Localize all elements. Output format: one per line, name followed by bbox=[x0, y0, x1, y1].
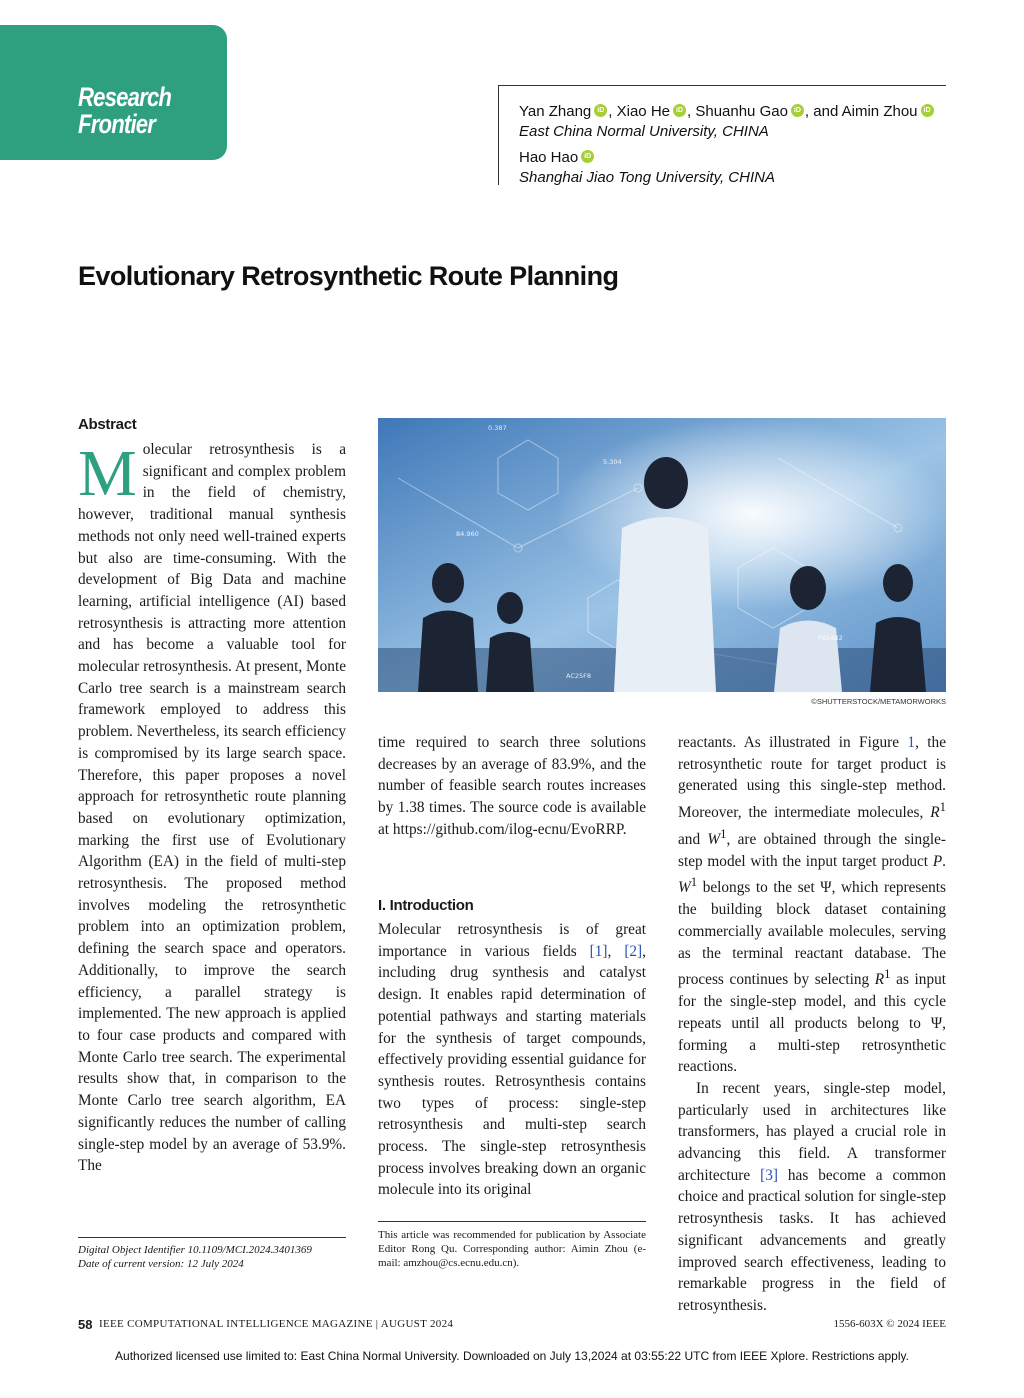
introduction-paragraph-2: reactants. As illustrated in Figure 1, the retrosynthetic route for target product is generated using this single-step method. Moreover, the intermediate molecules, $R^1$ and $W^1$, are obtained through the single-step model with the input target product P. $W^1$ belongs to the set Ψ, which represents the building block dataset containing commercially available molecules, serving as the terminal reactant database. The process continues by selecting $R^1$ as input for the single-step model, and this cycle repeats until all products belong to Ψ, forming a multi-step retrosynthetic reactions. bbox=[678, 734, 946, 1076]
abstract-text: olecular retrosynthesis is a significant and complex problem in the field of chemistry, however, traditional manual synthesis methods not only need well-trained experts but also are time-consuming. With the development of Big Data and machine learning, artificial intelligence (AI) based retrosynthesis is attracting more attention and has become a valuable tool for molecular retrosynthesis. At present, Monte Carlo tree search is a mainstream search framework employed to address this problem. Nevertheless, its search efficiency is compromised by its large search space. Therefore, this paper proposes a novel approach for retrosynthetic route planning based on evolutionary optimization, marking the first use of Evolutionary Algorithm (EA) in the field of multi-step retrosynthesis. The proposed method involves modeling the retrosynthetic problem into an optimization problem, defining the search space and operators. Additionally, to improve the search efficiency, a parallel strategy is implemented. The new approach is applied to four case products and compared with Monte Carlo tree search. The experimental results show that, in comparison to the Monte Carlo tree search algorithm, EA significantly reduces the number of calling single-step model by an average of 53.9%. The bbox=[78, 441, 346, 1175]
orcid-icon[interactable]: iD bbox=[673, 104, 686, 117]
page-number: 58 bbox=[78, 1317, 93, 1332]
citation-link[interactable]: [1] bbox=[589, 942, 608, 960]
license-notice: Authorized licensed use limited to: East China Normal University. Downloaded on July 13,2024 at 03:55:22 UTC from IEEE Xplore. Restrictions apply. bbox=[115, 1349, 909, 1363]
recommendation-footnote: This article was recommended for publication by Associate Editor Rong Qu. Corresponding author: Aimin Zhou (e-mail: amzhou@cs.ecnu.edu.cn). bbox=[378, 1229, 646, 1269]
introduction-paragraph-3: In recent years, single-step model, particularly used in architectures like transformers, has played a crucial role in advancing this field. A transformer architecture [3] has become a common choice and practical solution for single-step retrosynthesis tasks. It has achieved significant advancements and greatly improved search effectiveness, leading to remarkable progress in the field of retrosynthesis. bbox=[678, 1079, 946, 1314]
article-title: Evolutionary Retrosynthetic Route Planning bbox=[78, 261, 619, 291]
orcid-icon[interactable]: iD bbox=[581, 150, 594, 163]
abstract-heading: Abstract bbox=[78, 416, 137, 433]
author-name: Hao Hao bbox=[519, 149, 579, 166]
issn-copyright: 1556-603X © 2024 IEEE bbox=[833, 1318, 946, 1330]
badge-line-1: Research bbox=[78, 82, 172, 112]
author-line-2 bbox=[519, 148, 959, 168]
introduction-paragraph-1: Molecular retrosynthesis is of great importance in various fields [1], [2], including drug synthesis and catalyst design. It enables rapid determination of potential pathways and starting materials for the synthesis of target compounds, effectively providing essential guidance for synthesis routes. Retrosynthesis contains two types of process: single-step retrosynthesis and multi-step search process. The single-step retrosynthesis process involves breaking down an organic molecule into its original bbox=[378, 921, 646, 1199]
author-name: Yan Zhang bbox=[519, 103, 592, 120]
footnote-rule bbox=[378, 1221, 646, 1222]
footnote-rule bbox=[78, 1237, 346, 1238]
hero-label: AC25F8 bbox=[566, 672, 592, 680]
section-badge-label bbox=[78, 84, 171, 138]
section-heading-introduction: I. Introduction bbox=[378, 897, 474, 914]
affiliation-1: East China Normal University, CHINA bbox=[519, 123, 769, 140]
figure-link[interactable]: 1 bbox=[907, 734, 916, 751]
author-name: Xiao He bbox=[616, 103, 670, 120]
badge-line-2: Frontier bbox=[78, 109, 156, 139]
author-block bbox=[519, 102, 959, 188]
affiliation-2: Shanghai Jiao Tong University, CHINA bbox=[519, 169, 775, 186]
hero-label: 84.960 bbox=[456, 530, 479, 538]
doi: Digital Object Identifier 10.1109/MCI.2024.3401369 bbox=[78, 1244, 312, 1256]
hero-label: 5.304 bbox=[603, 458, 622, 466]
citation-link[interactable]: [3] bbox=[760, 1166, 778, 1184]
hero-illustration bbox=[378, 418, 946, 692]
citation-link[interactable]: [2] bbox=[624, 942, 643, 960]
orcid-icon[interactable]: iD bbox=[791, 104, 804, 117]
hero-label: 0.387 bbox=[488, 424, 507, 432]
abstract-body bbox=[78, 439, 346, 1177]
hero-label: F654B2 bbox=[818, 634, 843, 642]
abstract-continuation: time required to search three solutions decreases by an average of 83.9%, and the number of feasible search routes increases by 1.38 times. The source code is available at https://github.com/ilog-ecnu/EvoRRP. bbox=[378, 734, 646, 838]
author-name: Shuanhu Gao bbox=[695, 103, 788, 120]
orcid-icon[interactable]: iD bbox=[594, 104, 607, 117]
running-footer: IEEE COMPUTATIONAL INTELLIGENCE MAGAZINE | AUGUST 2024 bbox=[99, 1318, 454, 1330]
author-line-1: Yan Zhang iD , Xiao He iD , Shuanhu Gao iD , and Aimin Zhou iD bbox=[519, 102, 959, 122]
author-name: Aimin Zhou bbox=[841, 103, 918, 120]
version-date: Date of current version: 12 July 2024 bbox=[78, 1258, 244, 1270]
drop-cap: M bbox=[78, 437, 137, 510]
image-credit: ©SHUTTERSTOCK/METAMORWORKS bbox=[811, 697, 946, 706]
doi-footnote bbox=[78, 1243, 358, 1271]
author-box-left-rule bbox=[498, 85, 499, 185]
orcid-icon[interactable]: iD bbox=[921, 104, 934, 117]
author-box-top-rule bbox=[498, 85, 946, 86]
introduction-column-3 bbox=[678, 732, 946, 1317]
